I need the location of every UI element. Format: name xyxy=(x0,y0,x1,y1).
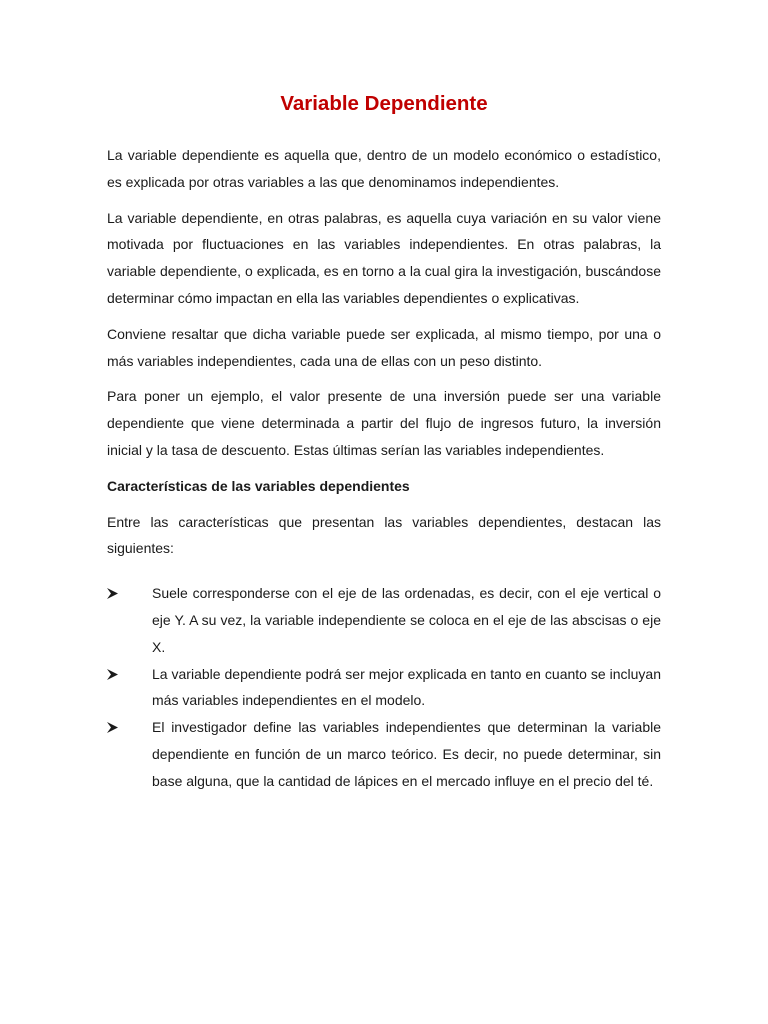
paragraph-remark: Conviene resaltar que dicha variable puede ser explicada, al mismo tiempo, por una o más variables independientes, cada una de ellas con un peso distinto. xyxy=(107,325,661,369)
arrowhead-bullet-icon xyxy=(107,722,118,733)
paragraph-explanation: La variable dependiente, en otras palabras, es aquella cuya variación en su valor viene motivada por fluctuaciones en las variables independientes. En otras palabras, la variable dependiente, o explicada, es en torno a la cual gira la investigación, buscándose determinar cómo impactan en ella las variables dependientes o explicativas. xyxy=(107,209,661,306)
section-intro: Entre las características que presentan las variables dependientes, destacan las siguientes: xyxy=(107,513,661,557)
characteristics-list xyxy=(107,580,661,794)
arrowhead-bullet-icon xyxy=(107,669,118,680)
list-item-text: La variable dependiente podrá ser mejor explicada en tanto en cuanto se incluyan más variables independientes en el modelo. xyxy=(152,665,661,709)
list-item xyxy=(107,714,661,794)
paragraph-definition: La variable dependiente es aquella que, dentro de un modelo económico o estadístico, es explicada por otras variables a las que denominamos independientes. xyxy=(107,147,661,190)
list-item-text: Suele corresponderse con el eje de las ordenadas, es decir, con el eje vertical o eje Y. A su vez, la variable independiente se coloca en el eje de las abscisas o eje X. xyxy=(152,585,661,655)
list-item xyxy=(107,580,661,660)
document-page xyxy=(107,88,661,795)
arrowhead-bullet-icon xyxy=(107,588,118,599)
list-item xyxy=(107,661,661,715)
list-item-text: El investigador define las variables independientes que determinan la variable dependiente en función de un marco teórico. Es decir, no puede determinar, sin base alguna, que la cantidad de lápices en el mercado influye en el precio del té. xyxy=(152,719,661,789)
page-title: Variable Dependiente xyxy=(280,92,488,115)
paragraph-example: Para poner un ejemplo, el valor presente de una inversión puede ser una variable dependiente que viene determinada a partir del flujo de ingresos futuro, la inversión inicial y la tasa de descuento. Estas últimas serían las variables independientes. xyxy=(107,388,661,458)
section-heading: Características de las variables dependientes xyxy=(107,477,410,494)
